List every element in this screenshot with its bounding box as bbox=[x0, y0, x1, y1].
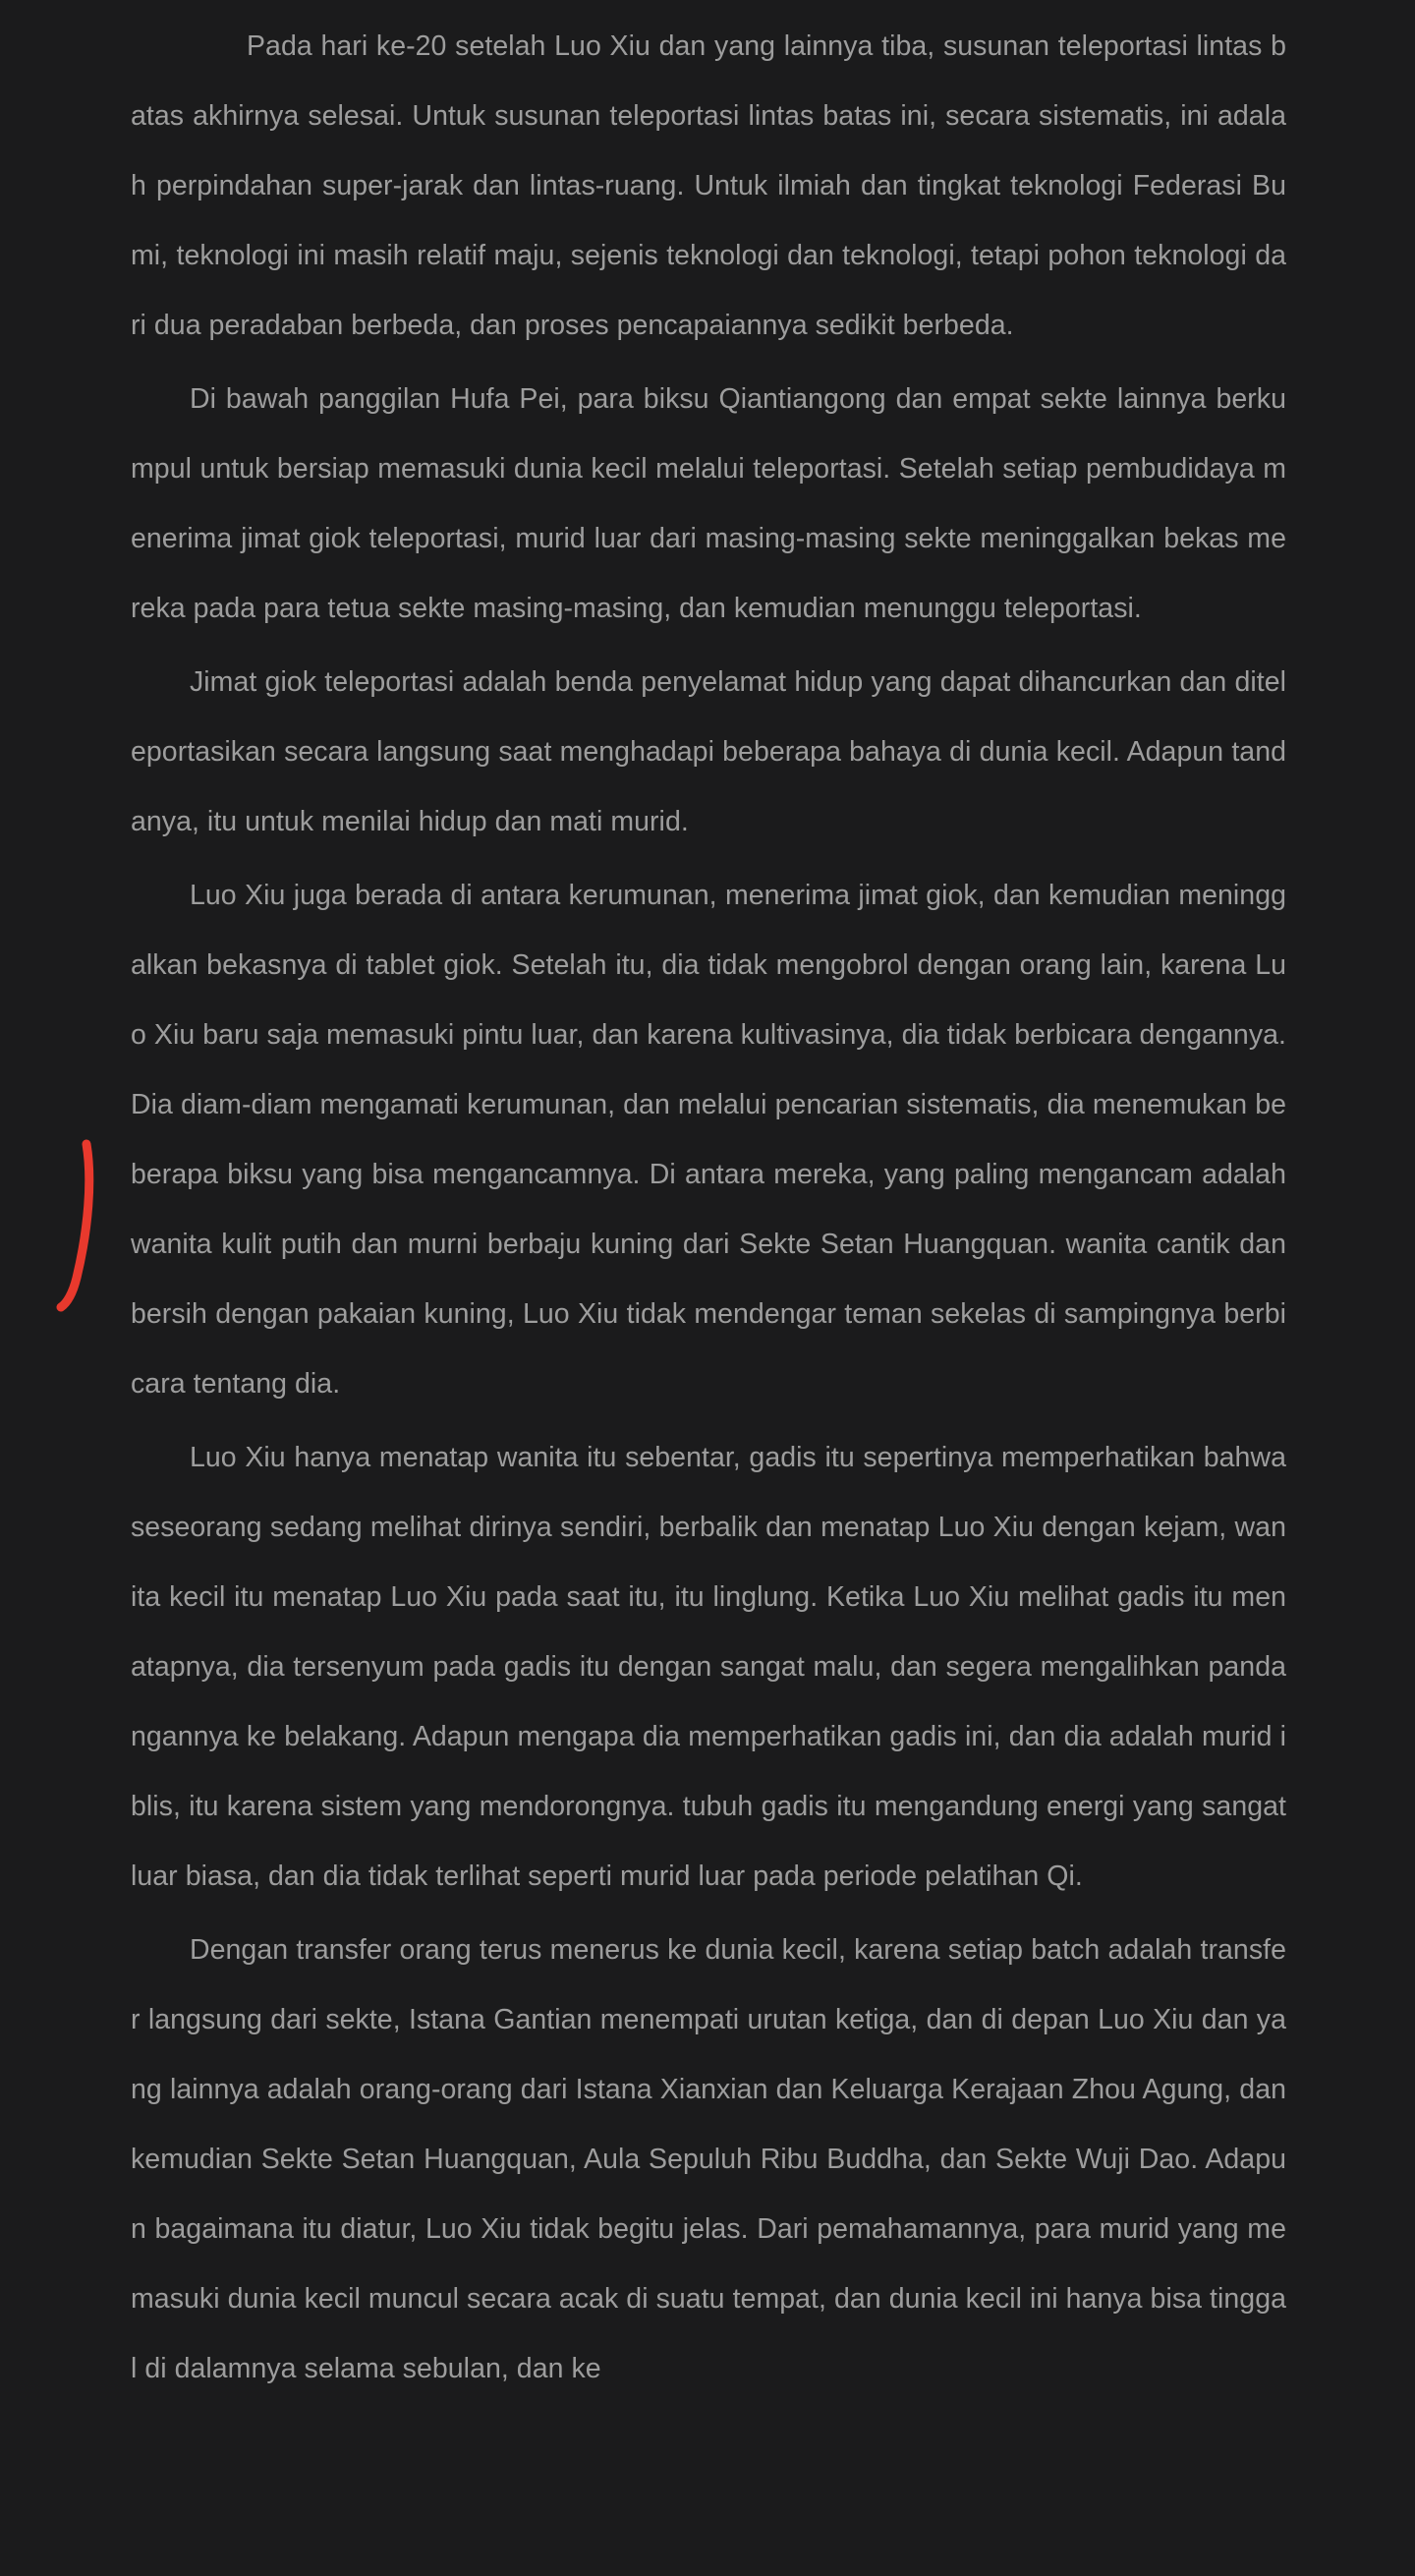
paragraph: Luo Xiu hanya menatap wanita itu sebentar, gadis itu sepertinya memperhatikan bahwa seseorang sedang melihat dirinya sendiri, berbalik dan menatap Luo Xiu dengan kejam, wanita kecil itu menatap Luo Xiu pada saat itu, itu linglung. Ketika Luo Xiu melihat gadis itu menatapnya, dia tersenyum pada gadis itu dengan sangat malu, dan segera mengalihkan pandangannya ke belakang. Adapun mengapa dia memperhatikan gadis ini, dan dia adalah murid iblis, itu karena sistem yang mendorongnya. tubuh gadis itu mengandung energi yang sangat luar biasa, dan dia tidak terlihat seperti murid luar pada periode pelatihan Qi. bbox=[131, 1442, 1286, 1892]
paragraph: Jimat giok teleportasi adalah benda penyelamat hidup yang dapat dihancurkan dan diteleportasikan secara langsung saat menghadapi beberapa bahaya di dunia kecil. Adapun tandanya, itu untuk menilai hidup dan mati murid. bbox=[131, 666, 1286, 837]
chapter-text bbox=[131, 12, 1286, 2408]
red-pen-stroke-icon bbox=[47, 1130, 106, 1327]
paragraph: Pada hari ke-20 setelah Luo Xiu dan yang lainnya tiba, susunan teleportasi lintas batas akhirnya selesai. Untuk susunan teleportasi lintas batas ini, secara sistematis, ini adalah perpindahan super-jarak dan lintas-ruang. Untuk ilmiah dan tingkat teknologi Federasi Bumi, teknologi ini masih relatif maju, sejenis teknologi dan teknologi, tetapi pohon teknologi dari dua peradaban berbeda, dan proses pencapaiannya sedikit berbeda. bbox=[131, 30, 1286, 341]
paragraph: Luo Xiu juga berada di antara kerumunan, menerima jimat giok, dan kemudian meninggalkan bekasnya di tablet giok. Setelah itu, dia tidak mengobrol dengan orang lain, karena Luo Xiu baru saja memasuki pintu luar, dan karena kultivasinya, dia tidak berbicara dengannya. Dia diam-diam mengamati kerumunan, dan melalui pencarian sistematis, dia menemukan beberapa biksu yang bisa mengancamnya. Di antara mereka, yang paling mengancam adalah wanita kulit putih dan murni berbaju kuning dari Sekte Setan Huangquan. wanita cantik dan bersih dengan pakaian kuning, Luo Xiu tidak mendengar teman sekelas di sampingnya berbicara tentang dia. bbox=[131, 880, 1286, 1400]
paragraph: Dengan transfer orang terus menerus ke dunia kecil, karena setiap batch adalah transfer langsung dari sekte, Istana Gantian menempati urutan ketiga, dan di depan Luo Xiu dan yang lainnya adalah orang-orang dari Istana Xianxian dan Keluarga Kerajaan Zhou Agung, dan kemudian Sekte Setan Huangquan, Aula Sepuluh Ribu Buddha, dan Sekte Wuji Dao. Adapun bagaimana itu diatur, Luo Xiu tidak begitu jelas. Dari pemahamannya, para murid yang memasuki dunia kecil muncul secara acak di suatu tempat, dan dunia kecil ini hanya bisa tinggal di dalamnya selama sebulan, dan ke bbox=[131, 1934, 1286, 2384]
paragraph: Di bawah panggilan Hufa Pei, para biksu Qiantiangong dan empat sekte lainnya berkumpul untuk bersiap memasuki dunia kecil melalui teleportasi. Setelah setiap pembudidaya menerima jimat giok teleportasi, murid luar dari masing-masing sekte meninggalkan bekas mereka pada para tetua sekte masing-masing, dan kemudian menunggu teleportasi. bbox=[131, 383, 1286, 624]
